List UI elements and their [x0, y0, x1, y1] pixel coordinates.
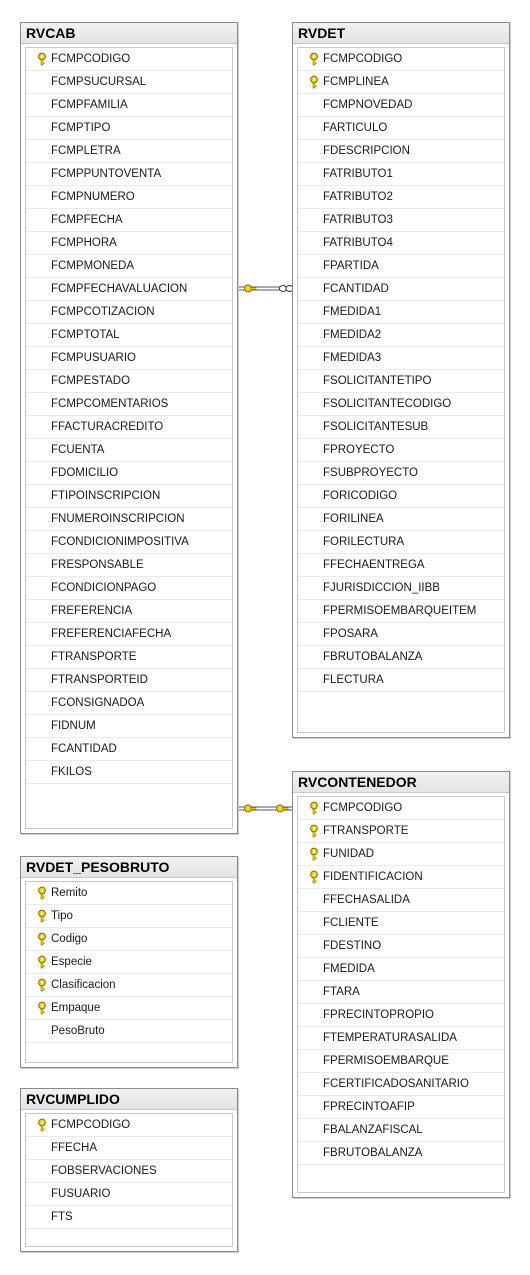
column-name: FTRANSPORTEID: [51, 674, 148, 686]
column-name: FSUBPROYECTO: [323, 467, 418, 479]
column-name: FCMPCODIGO: [323, 53, 403, 65]
column-row[interactable]: [298, 1096, 504, 1119]
column-name: PesoBruto: [51, 1025, 105, 1037]
column-name: Empaque: [51, 1002, 101, 1014]
column-row[interactable]: [298, 94, 504, 117]
relationship-rvcab-rvcontenedor: [236, 800, 296, 818]
column-name: FCMPESTADO: [51, 375, 131, 387]
column-row[interactable]: [26, 48, 232, 71]
column-name: FLECTURA: [323, 674, 384, 686]
column-name: FCONDICIONPAGO: [51, 582, 157, 594]
primary-key-icon: [36, 978, 48, 992]
column-name: FDESTINO: [323, 940, 382, 952]
column-row[interactable]: [26, 370, 232, 393]
column-name: FMEDIDA2: [323, 329, 382, 341]
column-name: FCMPCOMENTARIOS: [51, 398, 169, 410]
column-row[interactable]: [26, 485, 232, 508]
column-name: FCMPHORA: [51, 237, 117, 249]
column-list: [297, 796, 505, 1193]
column-row[interactable]: [26, 1137, 232, 1160]
column-name: FCMPSUCURSAL: [51, 76, 147, 88]
column-name: FTARA: [323, 986, 360, 998]
table-title: RVCUMPLIDO: [21, 1089, 237, 1110]
column-name: FUSUARIO: [51, 1188, 111, 1200]
column-row[interactable]: [298, 797, 504, 820]
column-row[interactable]: [26, 324, 232, 347]
column-name: FCMPLINEA: [323, 76, 389, 88]
column-name: FPRECINTOAFIP: [323, 1101, 415, 1113]
column-row[interactable]: [26, 416, 232, 439]
column-name: FJURISDICCION_IIBB: [323, 582, 440, 594]
table-rvcontenedor[interactable]: [292, 771, 510, 1198]
column-row[interactable]: [298, 1119, 504, 1142]
column-row[interactable]: [26, 761, 232, 784]
column-name: FRESPONSABLE: [51, 559, 144, 571]
column-name: FCMPPUNTOVENTA: [51, 168, 162, 180]
column-row[interactable]: [26, 1183, 232, 1206]
column-row[interactable]: [26, 462, 232, 485]
column-row[interactable]: [26, 905, 232, 928]
column-name: FCONSIGNADOA: [51, 697, 145, 709]
column-name: Especie: [51, 956, 92, 968]
column-name: FCMPFECHA: [51, 214, 123, 226]
column-row[interactable]: [298, 462, 504, 485]
primary-key-icon: [36, 52, 48, 66]
column-row[interactable]: [298, 232, 504, 255]
column-name: FCMPTOTAL: [51, 329, 120, 341]
column-row[interactable]: [26, 94, 232, 117]
column-row[interactable]: [298, 1073, 504, 1096]
column-row[interactable]: [298, 577, 504, 600]
column-name: FCMPCODIGO: [51, 53, 131, 65]
column-row[interactable]: [298, 554, 504, 577]
column-name: FORILECTURA: [323, 536, 405, 548]
column-name: FATRIBUTO4: [323, 237, 393, 249]
column-row[interactable]: [26, 577, 232, 600]
column-name: FFECHAENTREGA: [323, 559, 425, 571]
column-name: FCMPNOVEDAD: [323, 99, 413, 111]
column-name: FCANTIDAD: [323, 283, 389, 295]
column-row[interactable]: [26, 347, 232, 370]
column-row[interactable]: [298, 1004, 504, 1027]
column-row[interactable]: [26, 951, 232, 974]
column-row[interactable]: [298, 186, 504, 209]
column-row[interactable]: [298, 278, 504, 301]
column-name: FBALANZAFISCAL: [323, 1124, 423, 1136]
table-title: RVCONTENEDOR: [293, 772, 509, 793]
column-row[interactable]: [298, 531, 504, 554]
column-row[interactable]: [298, 646, 504, 669]
column-name: FTEMPERATURASALIDA: [323, 1032, 457, 1044]
column-row[interactable]: [26, 928, 232, 951]
column-name: FCMPFECHAVALUACION: [51, 283, 188, 295]
column-name: FCMPNUMERO: [51, 191, 135, 203]
primary-key-icon: [36, 886, 48, 900]
column-name: FPOSARA: [323, 628, 378, 640]
column-name: FKILOS: [51, 766, 92, 778]
column-name: FCANTIDAD: [51, 743, 117, 755]
column-name: FTS: [51, 1211, 73, 1223]
column-name: FSOLICITANTETIPO: [323, 375, 432, 387]
column-row[interactable]: [298, 1050, 504, 1073]
column-name: FBRUTOBALANZA: [323, 651, 423, 663]
column-name: FCMPUSUARIO: [51, 352, 136, 364]
column-name: FATRIBUTO3: [323, 214, 393, 226]
primary-key-icon: [36, 955, 48, 969]
column-row[interactable]: [26, 554, 232, 577]
column-name: FTRANSPORTE: [51, 651, 137, 663]
primary-key-icon: [308, 847, 320, 861]
relationship-rvcab-rvdet: [236, 280, 296, 298]
column-row[interactable]: [298, 1027, 504, 1050]
column-name: FFECHASALIDA: [323, 894, 410, 906]
column-name: FMEDIDA3: [323, 352, 382, 364]
column-row[interactable]: [26, 301, 232, 324]
column-name: Remito: [51, 887, 88, 899]
column-name: FCMPCODIGO: [323, 802, 403, 814]
column-row[interactable]: [298, 623, 504, 646]
column-row[interactable]: [26, 439, 232, 462]
table-rvdet[interactable]: [292, 22, 510, 738]
column-name: FCMPTIPO: [51, 122, 111, 134]
column-list: [297, 47, 505, 733]
column-row[interactable]: [26, 278, 232, 301]
column-name: FIDNUM: [51, 720, 96, 732]
column-name: FREFERENCIAFECHA: [51, 628, 172, 640]
column-row[interactable]: [26, 1206, 232, 1229]
column-row[interactable]: [298, 508, 504, 531]
column-row[interactable]: [298, 347, 504, 370]
column-name: FFECHA: [51, 1142, 97, 1154]
column-row[interactable]: [298, 255, 504, 278]
column-name: FCLIENTE: [323, 917, 379, 929]
column-row[interactable]: [26, 508, 232, 531]
column-row[interactable]: [298, 301, 504, 324]
column-row[interactable]: [26, 997, 232, 1020]
column-row[interactable]: [298, 393, 504, 416]
column-name: FTIPOINSCRIPCION: [51, 490, 161, 502]
column-name: FCMPMONEDA: [51, 260, 135, 272]
column-row[interactable]: [26, 117, 232, 140]
table-title: RVCAB: [21, 23, 237, 44]
column-row[interactable]: [26, 600, 232, 623]
column-row[interactable]: [298, 669, 504, 692]
column-row[interactable]: [298, 370, 504, 393]
column-row[interactable]: [298, 866, 504, 889]
column-row[interactable]: [26, 669, 232, 692]
column-name: FREFERENCIA: [51, 605, 133, 617]
column-name: FPARTIDA: [323, 260, 379, 272]
column-row[interactable]: [26, 140, 232, 163]
column-row[interactable]: [298, 117, 504, 140]
column-row[interactable]: [26, 232, 232, 255]
table-title: RVDET_PESOBRUTO: [21, 857, 237, 878]
column-name: FFACTURACREDITO: [51, 421, 164, 433]
column-row[interactable]: [298, 820, 504, 843]
column-name: FCMPCODIGO: [51, 1119, 131, 1131]
column-name: FPRECINTOPROPIO: [323, 1009, 434, 1021]
primary-key-icon: [308, 52, 320, 66]
primary-key-icon: [308, 75, 320, 89]
column-name: FUNIDAD: [323, 848, 375, 860]
primary-key-icon: [36, 932, 48, 946]
column-name: FATRIBUTO1: [323, 168, 393, 180]
column-row[interactable]: [26, 882, 232, 905]
key-icon: [245, 805, 257, 812]
column-name: FPERMISOEMBARQUEITEM: [323, 605, 477, 617]
column-row[interactable]: [298, 843, 504, 866]
primary-key-icon: [308, 870, 320, 884]
column-row[interactable]: [298, 981, 504, 1004]
column-row[interactable]: [26, 623, 232, 646]
table-rvcab[interactable]: [20, 22, 238, 834]
column-row[interactable]: [26, 646, 232, 669]
table-rvdet-pesobruto[interactable]: [20, 856, 238, 1068]
column-row[interactable]: [298, 48, 504, 71]
column-name: FBRUTOBALANZA: [323, 1147, 423, 1159]
column-row[interactable]: [26, 531, 232, 554]
column-name: FMEDIDA1: [323, 306, 382, 318]
column-name: FSOLICITANTECODIGO: [323, 398, 452, 410]
column-row[interactable]: [298, 71, 504, 94]
column-list: [25, 881, 233, 1063]
primary-key-icon: [36, 1001, 48, 1015]
primary-key-icon: [36, 1118, 48, 1132]
column-row[interactable]: [26, 738, 232, 761]
table-rvcumplido[interactable]: [20, 1088, 238, 1252]
column-name: FCUENTA: [51, 444, 105, 456]
column-row[interactable]: [298, 439, 504, 462]
column-name: FMEDIDA: [323, 963, 375, 975]
column-list: [25, 47, 233, 829]
column-name: FCMPLETRA: [51, 145, 121, 157]
column-name: FCMPFAMILIA: [51, 99, 128, 111]
column-row[interactable]: [26, 255, 232, 278]
column-row[interactable]: [26, 1160, 232, 1183]
column-row[interactable]: [298, 935, 504, 958]
column-name: FPERMISOEMBARQUE: [323, 1055, 449, 1067]
column-row[interactable]: [26, 1114, 232, 1137]
column-name: FTRANSPORTE: [323, 825, 409, 837]
column-row[interactable]: [298, 958, 504, 981]
column-name: Clasificacion: [51, 979, 116, 991]
column-name: FCMPCOTIZACION: [51, 306, 155, 318]
column-row[interactable]: [26, 209, 232, 232]
column-row[interactable]: [298, 163, 504, 186]
column-row[interactable]: [26, 163, 232, 186]
column-row[interactable]: [26, 71, 232, 94]
column-row[interactable]: [26, 692, 232, 715]
column-row[interactable]: [298, 416, 504, 439]
column-row[interactable]: [26, 715, 232, 738]
column-row[interactable]: [26, 186, 232, 209]
primary-key-icon: [308, 801, 320, 815]
column-row[interactable]: [298, 324, 504, 347]
primary-key-icon: [36, 909, 48, 923]
column-row[interactable]: [26, 1020, 232, 1043]
column-name: FORICODIGO: [323, 490, 398, 502]
column-row[interactable]: [298, 209, 504, 232]
column-name: FATRIBUTO2: [323, 191, 393, 203]
column-row[interactable]: [26, 393, 232, 416]
column-name: FORILINEA: [323, 513, 384, 525]
column-name: FCONDICIONIMPOSITIVA: [51, 536, 189, 548]
column-name: FDOMICILIO: [51, 467, 119, 479]
primary-key-icon: [308, 824, 320, 838]
column-row[interactable]: [298, 140, 504, 163]
column-row[interactable]: [298, 485, 504, 508]
column-row[interactable]: [298, 889, 504, 912]
column-name: FPROYECTO: [323, 444, 395, 456]
column-name: FARTICULO: [323, 122, 388, 134]
column-row[interactable]: [298, 600, 504, 623]
column-row[interactable]: [298, 1142, 504, 1165]
table-title: RVDET: [293, 23, 509, 44]
column-name: Tipo: [51, 910, 73, 922]
key-icon: [245, 285, 257, 292]
column-list: [25, 1113, 233, 1247]
column-name: FDESCRIPCION: [323, 145, 410, 157]
column-name: FSOLICITANTESUB: [323, 421, 429, 433]
column-name: FIDENTIFICACION: [323, 871, 423, 883]
column-name: FOBSERVACIONES: [51, 1165, 157, 1177]
column-row[interactable]: [26, 974, 232, 997]
column-name: FCERTIFICADOSANITARIO: [323, 1078, 469, 1090]
column-name: FNUMEROINSCRIPCION: [51, 513, 185, 525]
key-icon: [277, 805, 289, 812]
column-row[interactable]: [298, 912, 504, 935]
column-name: Codigo: [51, 933, 88, 945]
